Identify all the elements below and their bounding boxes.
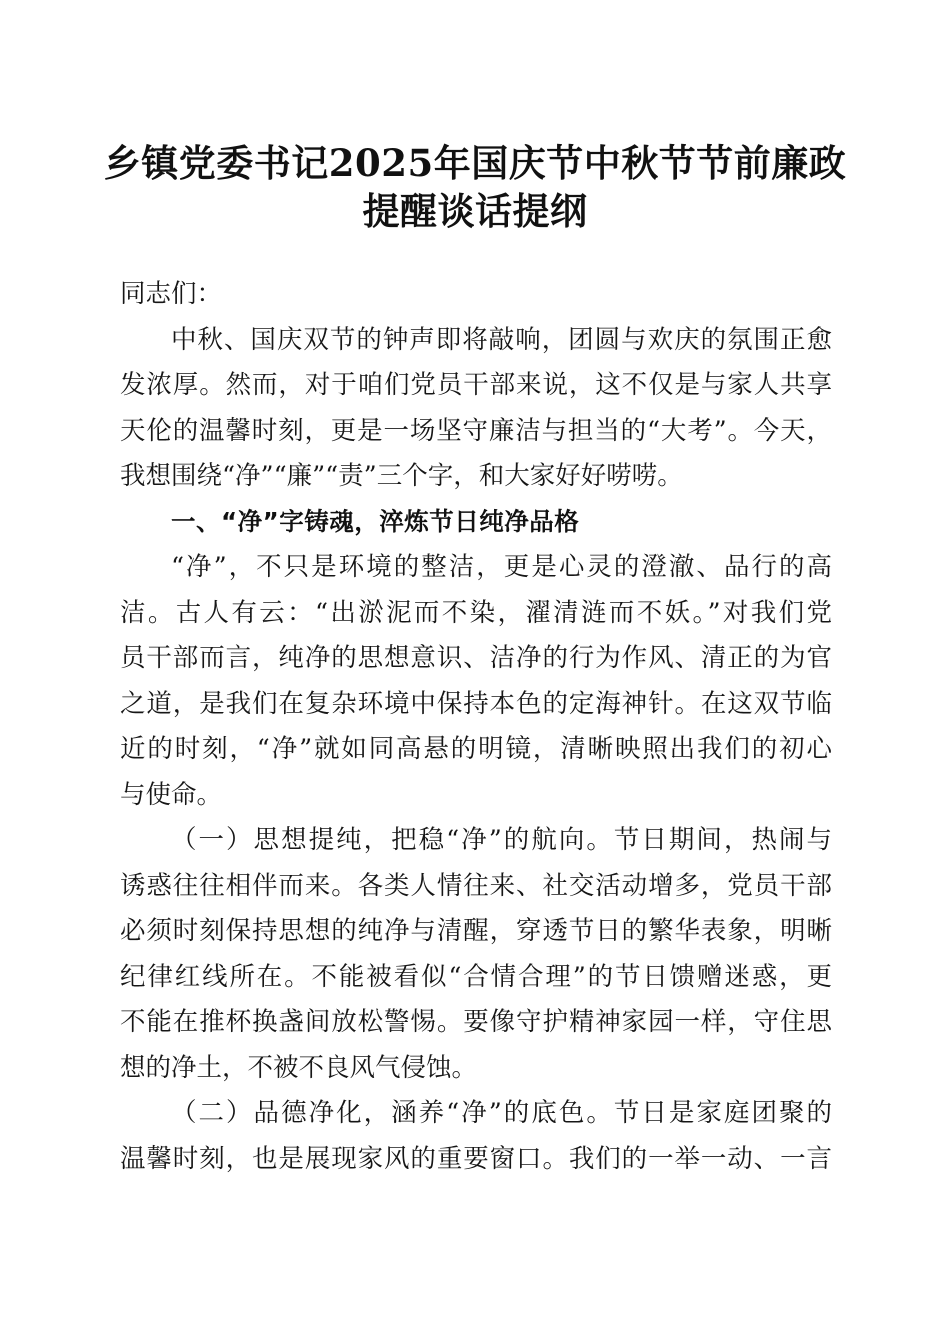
subpoint-1-line-1: （一）思想提纯，把稳“净”的航向。节日期间，热闹与 (171, 825, 832, 855)
section-1-para-1-line-5: 近的时刻，“净”就如同高悬的明镜，清晰映照出我们的初心 (120, 734, 832, 764)
section-heading-1: 一、“净”字铸魂，淬炼节日纯净品格 (171, 507, 580, 536)
document-title-line-2: 提醒谈话提纲 (362, 189, 588, 233)
greeting: 同志们： (120, 279, 223, 309)
section-1-para-1-line-3: 员干部而言，纯净的思想意识、洁净的行为作风、清正的为官 (120, 643, 832, 673)
subpoint-1-line-3: 必须时刻保持思想的纯净与清醒，穿透节日的繁华表象，明晰 (120, 916, 832, 946)
subpoint-1-line-2: 诱惑往往相伴而来。各类人情往来、社交活动增多，党员干部 (120, 871, 832, 901)
subpoint-1-line-4: 纪律红线所在。不能被看似“合情合理”的节日馈赠迷惑，更 (120, 962, 832, 992)
subpoint-1-line-6: 想的净土，不被不良风气侵蚀。 (120, 1053, 478, 1083)
section-1-para-1-line-6: 与使命。 (120, 780, 223, 810)
intro-line-3: 天伦的温馨时刻，更是一场坚守廉洁与担当的“大考”。今天， (120, 416, 832, 446)
subpoint-1-line-5: 不能在推杯换盏间放松警惕。要像守护精神家园一样，守住思 (120, 1007, 832, 1037)
intro-line-2: 发浓厚。然而，对于咱们党员干部来说，这不仅是与家人共享 (120, 370, 832, 400)
intro-line-4: 我想围绕“净”“廉”“责”三个字，和大家好好唠唠。 (120, 461, 683, 491)
section-1-para-1-line-4: 之道，是我们在复杂环境中保持本色的定海神针。在这双节临 (120, 689, 832, 719)
document-title-line-1: 乡镇党委书记2025年国庆节中秋节节前廉政 (103, 141, 847, 185)
intro-line-1: 中秋、国庆双节的钟声即将敲响，团圆与欢庆的氛围正愈 (171, 325, 832, 355)
subpoint-2-line-2: 温馨时刻，也是展现家风的重要窗口。我们的一举一动、一言 (120, 1144, 832, 1174)
section-1-para-1-line-1: “净”，不只是环境的整洁，更是心灵的澄澈、品行的高 (171, 552, 832, 582)
subpoint-2-line-1: （二）品德净化，涵养“净”的底色。节日是家庭团聚的 (171, 1098, 832, 1128)
section-1-para-1-line-2: 洁。古人有云：“出淤泥而不染，濯清涟而不妖。”对我们党 (120, 598, 832, 628)
